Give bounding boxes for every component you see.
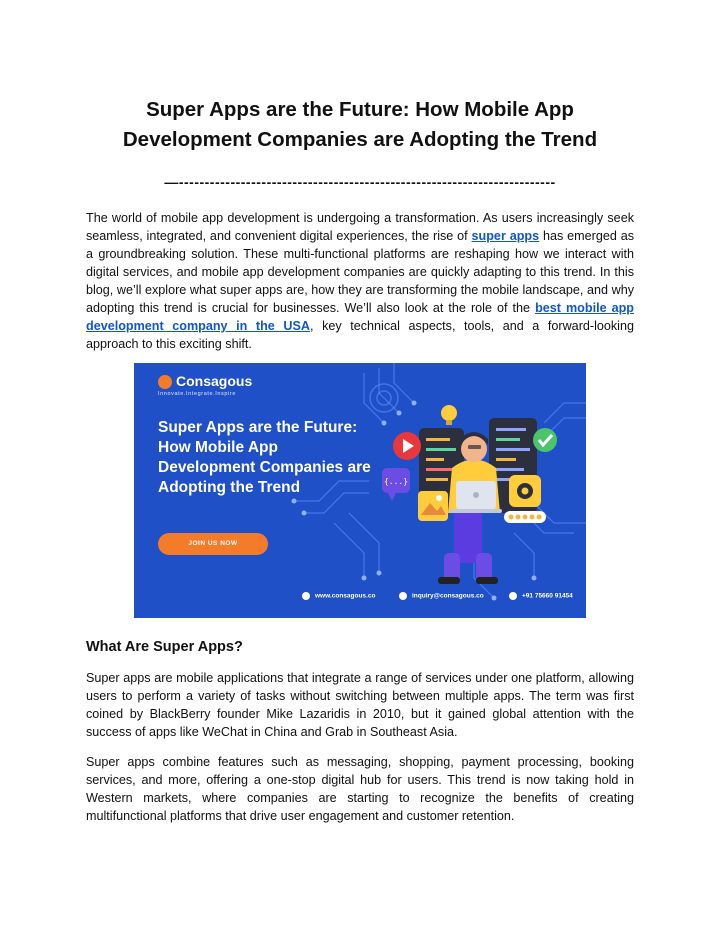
super-apps-link[interactable]: super apps xyxy=(471,229,540,243)
globe-icon xyxy=(302,592,310,600)
section-heading: What Are Super Apps? xyxy=(86,639,243,655)
lightbulb-icon xyxy=(441,405,457,421)
logo-mark-icon xyxy=(158,375,172,389)
section-paragraph-2: Super apps combine features such as messaging, shopping, payment processing, booking services, and more, offering a one-stop digital hub for users. This trend is now taking hold in Western markets, where companies are starting to recognize the benefits of creating multifunctional platforms that drive user engagement and customer retention. xyxy=(86,755,634,823)
banner-heading-line-4: Adopting the Trend xyxy=(158,479,301,496)
contact-website: www.consagous.co xyxy=(302,592,375,600)
banner-heading-line-3: Development Companies are xyxy=(158,459,371,476)
document-title xyxy=(86,95,634,155)
join-us-button: JOIN US NOW xyxy=(158,533,268,555)
title-line-2: Development Companies are Adopting the Trend xyxy=(122,128,598,151)
check-icon xyxy=(533,428,557,452)
phone-icon xyxy=(509,592,517,600)
intro-text-2: has emerged as a groundbreaking solution. These multi-functional platforms are reshaping how we interact with digital services, and mobile app development companies are quickly adapting to this trend. In this blog, we’ll explore what super apps are, how they are transforming the mobile landscape, and why adopting this trend is crucial for businesses. We’ll also look at the role of the xyxy=(86,229,635,315)
banner-heading-line-2: How Mobile App xyxy=(158,439,278,456)
intro-paragraph xyxy=(86,209,634,353)
contact-email: inquiry@consagous.co xyxy=(399,592,484,600)
blog-banner-image xyxy=(134,363,586,618)
logo-name: Consagous xyxy=(176,373,253,389)
title-line-1: Super Apps are the Future: How Mobile App xyxy=(146,98,574,121)
contact-phone: +91 75660 91454 xyxy=(509,592,573,600)
best-company-link[interactable]: best mobile app development company in the USA xyxy=(86,301,634,333)
image-icon xyxy=(418,491,448,521)
intro-text-1: The world of mobile app development is undergoing a transformation. As users increasingly seek seamless, integrated, and convenient digital experiences, the rise of xyxy=(86,211,634,243)
logo-tagline: Innovate.Integrate.Inspire xyxy=(158,391,236,397)
banner-heading-line-1: Super Apps are the Future: xyxy=(158,419,358,436)
section-divider: —------------------------------------------------------------------------- xyxy=(164,174,556,190)
mail-icon xyxy=(399,592,407,600)
section-paragraph-1: Super apps are mobile applications that integrate a range of services under one platform, allowing users to perform a variety of tasks without switching between multiple apps. The term was first coined by BlackBerry founder Mike Lazaridis in 2010, but it gained global attention with the success of apps like WeChat in China and Grab in Southeast Asia. xyxy=(86,671,634,739)
svg-text:{...}: {...} xyxy=(383,477,409,486)
intro-text-3: , key technical aspects, tools, and a forward-looking approach to this exciting shift. xyxy=(86,319,634,351)
banner-heading xyxy=(158,418,388,498)
